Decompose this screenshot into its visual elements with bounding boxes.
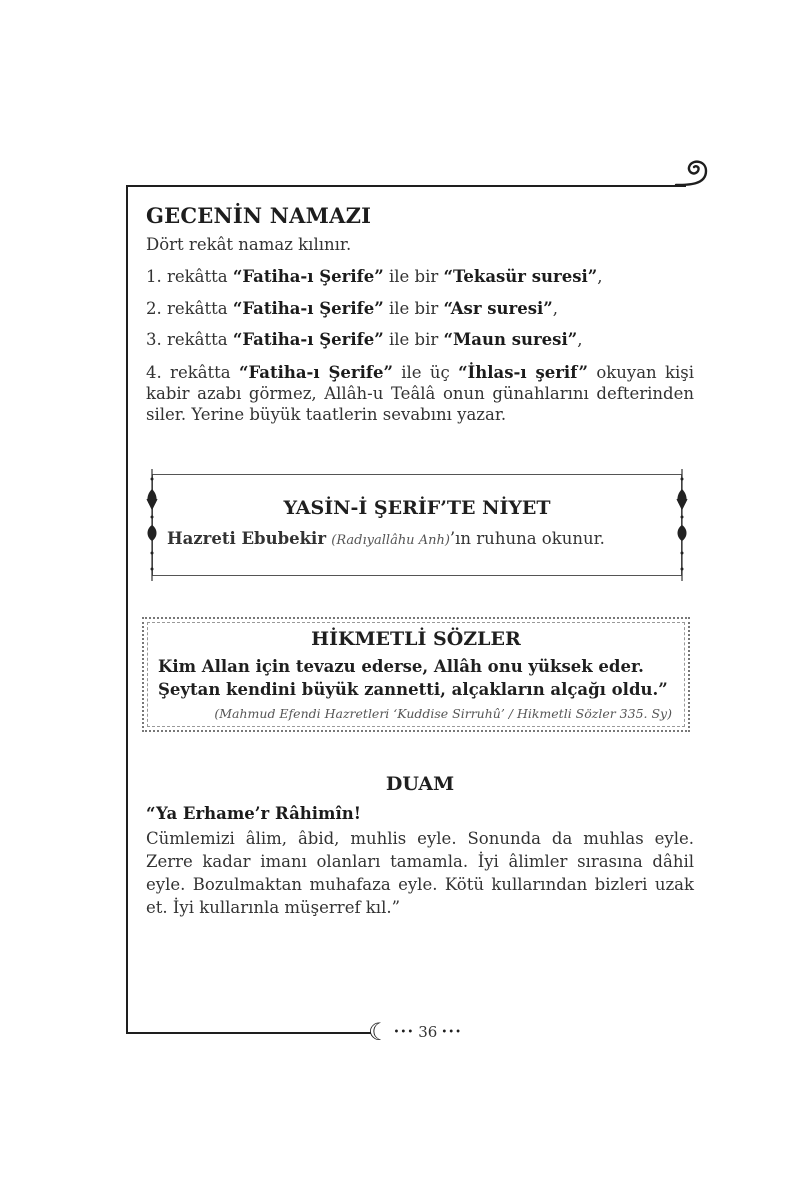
rekat-line-1: 1. rekâtta “Fatiha-ı Şerife” ile bir “Tekasür suresi”, (146, 267, 603, 286)
niyet-text: Hazreti Ebubekir (Radıyallâhu Anh)’ın ruhuna okunur. (167, 529, 605, 548)
section-title-gecenin-namazi: GECENİN NAMAZI (146, 203, 372, 228)
duam-opening: “Ya Erhame’r Râhimîn! (146, 804, 361, 823)
hikmetli-quote: Kim Allan için tevazu ederse, Allâh onu yüksek eder. Şeytan kendini büyük zannetti, alçakların alçağı oldu.” (158, 657, 668, 699)
frame-left-rule (126, 185, 128, 1032)
frame-bottom-rule (126, 1032, 371, 1034)
section-title-duam: DUAM (385, 773, 455, 795)
rekat-line-2: 2. rekâtta “Fatiha-ı Şerife” ile bir “Asr suresi”, (146, 299, 559, 318)
tulip-ornament-icon (144, 469, 160, 581)
hikmetli-title: HİKMETLİ SÖZLER (311, 628, 521, 650)
rekat-line-3: 3. rekâtta “Fatiha-ı Şerife” ile bir “Maun suresi”, (146, 330, 583, 349)
frame-top-rule (126, 185, 686, 187)
duam-body: Cümlemizi âlim, âbid, muhlis eyle. Sonunda da muhlas eyle. Zerre kadar imanı olanları tamamla. İyi âlimler sırasına dâhil eyle. Bozulmaktan muhafaza eyle. Kötü kullarından bizleri uzak et. İyi kullarınla müşerref kıl.” (146, 829, 694, 917)
hikmetli-sozler-box (142, 617, 690, 732)
tulip-ornament-icon (674, 469, 690, 581)
hikmetli-inner-border (147, 622, 685, 727)
dots-ornament: ••• (393, 1026, 415, 1038)
hikmetli-source: (Mahmud Efendi Hazretleri ‘Kuddise Sirruhû’ / Hikmetli Sözler 335. Sy) (214, 706, 672, 721)
niyet-title: YASİN-İ ŞERİF’TE NİYET (283, 497, 551, 519)
dots-ornament: ••• (441, 1026, 463, 1038)
swirl-ornament-icon (672, 155, 712, 193)
rekat-line-4: 4. rekâtta “Fatiha-ı Şerife” ile üç “İhlas-ı şerif” okuyan kişi kabir azabı görmez, Allâh-u Teâlâ onun günahlarını defterinden siler. Yerine büyük taatlerin sevabını yazar. (146, 363, 694, 424)
gecenin-intro: Dört rekât namaz kılınır. (146, 235, 352, 254)
crescent-icon: ☾ (368, 1018, 390, 1046)
page-number-footer (368, 1020, 462, 1044)
page-number: 36 (418, 1023, 438, 1041)
niyet-box (152, 474, 682, 576)
